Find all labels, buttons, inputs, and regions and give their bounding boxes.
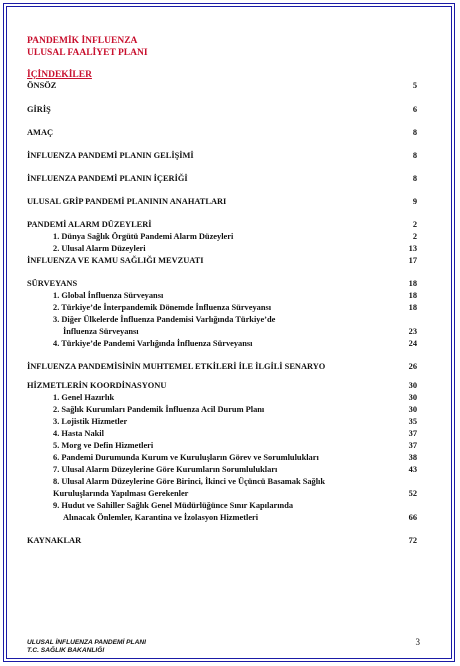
toc-entry-label: 2. Türkiye’de İnterpandemik Dönemde İnfluenza Sürveyansı (53, 303, 272, 312)
toc-entry[interactable] (27, 104, 417, 116)
toc-subentry[interactable] (53, 452, 417, 464)
toc-entry-page: 8 (412, 174, 417, 183)
toc-heading: İÇİNDEKİLER (27, 70, 92, 80)
toc-entry-page: 13 (408, 244, 417, 253)
toc-entry[interactable] (27, 127, 417, 139)
toc-entry[interactable] (27, 535, 417, 547)
toc-entry-page: 38 (408, 453, 417, 462)
toc-entry-page: 66 (408, 513, 417, 522)
toc-entry[interactable] (27, 196, 417, 208)
toc-entry-label: Alınacak Önlemler, Karantina ve İzolasyon Hizmetleri (63, 513, 259, 522)
toc-entry-page: 8 (412, 151, 417, 160)
toc-entry-page: 72 (408, 536, 417, 545)
toc-entry-label: 1. Dünya Sağlık Örgütü Pandemi Alarm Düzeyleri (53, 232, 234, 241)
toc-subentry[interactable] (53, 302, 417, 314)
toc-entry-label: 3. Lojistik Hizmetler (53, 417, 128, 426)
toc-entry-page: 30 (408, 381, 417, 390)
toc-entry-label: İNFLUENZA PANDEMİSİNİN MUHTEMEL ETKİLERİ İLE İLGİLİ SENARYO (27, 362, 326, 371)
toc-subentry[interactable] (53, 464, 417, 476)
toc-entry[interactable] (27, 219, 417, 231)
toc-entry[interactable] (27, 173, 417, 185)
toc-entry-label: 2. Ulusal Alarm Düzeyleri (53, 244, 146, 253)
toc-entry-page: 37 (408, 429, 417, 438)
toc-entry[interactable] (27, 361, 417, 373)
toc-entry[interactable] (27, 150, 417, 162)
document-title-line1: PANDEMİK İNFLUENZA (27, 36, 138, 46)
toc-entry-label: Kuruluşlarında Yapılması Gerekenler (53, 489, 189, 498)
toc-subentry[interactable] (53, 428, 417, 440)
toc-entry-label: KAYNAKLAR (27, 536, 82, 545)
toc-subentry[interactable] (53, 338, 417, 350)
toc-subentry[interactable] (53, 392, 417, 404)
toc-entry-page: 17 (408, 256, 417, 265)
toc-entry-label: 4. Hasta Nakil (53, 429, 104, 438)
toc-subentry[interactable] (53, 290, 417, 302)
toc-entry-page: 18 (408, 279, 417, 288)
toc-entry-label: 8. Ulusal Alarm Düzeylerine Göre Birinci, İkinci ve Üçüncü Basamak Sağlık (53, 477, 326, 486)
toc-entry-page: 30 (408, 393, 417, 402)
toc-entry-page: 52 (408, 489, 417, 498)
toc-entry-label: 5. Morg ve Defin Hizmetleri (53, 441, 154, 450)
toc-entry-label: 7. Ulusal Alarm Düzeylerine Göre Kurumların Sorumlulukları (53, 465, 278, 474)
toc-entry-page: 43 (408, 465, 417, 474)
toc-entry[interactable] (27, 255, 417, 267)
toc-entry-label: AMAÇ (27, 128, 54, 137)
document-title-line2: ULUSAL FAALİYET PLANI (27, 48, 148, 58)
toc-entry-page: 37 (408, 441, 417, 450)
toc-entry-page: 18 (408, 291, 417, 300)
toc-entry-label: ÖNSÖZ (27, 81, 57, 90)
toc-subentry[interactable] (53, 440, 417, 452)
toc-subentry-continuation[interactable] (63, 326, 417, 338)
toc-entry-label: PANDEMİ ALARM DÜZEYLERİ (27, 220, 152, 229)
toc-entry-page: 9 (412, 197, 417, 206)
toc-subentry[interactable] (53, 416, 417, 428)
toc-entry-label: SÜRVEYANS (27, 279, 78, 288)
toc-entry-label: HİZMETLERİN KOORDİNASYONU (27, 381, 167, 390)
footer-title-line2: T.C. SAĞLIK BAKANLIĞI (27, 647, 105, 654)
toc-subentry-continuation[interactable] (53, 488, 417, 500)
toc-entry-page: 18 (408, 303, 417, 312)
toc-subentry[interactable] (53, 243, 417, 255)
toc-entry-label: GİRİŞ (27, 105, 51, 114)
toc-entry-label: İnfluenza Sürveyansı (63, 327, 139, 336)
toc-entry-page: 2 (412, 232, 417, 241)
footer-title-line1: ULUSAL İNFLUENZA PANDEMİ PLANI (27, 639, 146, 646)
toc-entry-label: İNFLUENZA PANDEMİ PLANIN GELİŞİMİ (27, 151, 194, 160)
toc-entry-page: 26 (408, 362, 417, 371)
toc-entry-page: 2 (412, 220, 417, 229)
toc-entry-page: 24 (408, 339, 417, 348)
toc-entry-label: 2. Sağlık Kurumları Pandemik İnfluenza Acil Durum Planı (53, 405, 265, 414)
footer-page-number: 3 (415, 637, 420, 647)
toc-entry[interactable] (27, 380, 417, 392)
footer-title (27, 639, 146, 655)
toc-entry-page: 8 (412, 128, 417, 137)
toc-subentry[interactable] (53, 404, 417, 416)
toc-entry-label: 6. Pandemi Durumunda Kurum ve Kuruluşların Görev ve Sorumlulukları (53, 453, 319, 462)
toc-subentry[interactable] (53, 314, 417, 326)
toc-subentry[interactable] (53, 500, 417, 512)
toc-subentry[interactable] (53, 476, 417, 488)
toc-entry-label: 1. Global İnfluenza Sürveyansı (53, 291, 164, 300)
toc-subentry-continuation[interactable] (63, 512, 417, 524)
toc-entry-label: İNFLUENZA PANDEMİ PLANIN İÇERİĞİ (27, 174, 188, 183)
toc-subentry[interactable] (53, 231, 417, 243)
toc-entry-page: 30 (408, 405, 417, 414)
toc-entry-label: 3. Diğer Ülkelerde İnfluenza Pandemisi Varlığında Türkiye’de (53, 315, 276, 324)
toc-entry-page: 5 (412, 81, 417, 90)
toc-entry[interactable] (27, 278, 417, 290)
toc-entry-label: 4. Türkiye’de Pandemi Varlığında İnfluenza Sürveyansı (53, 339, 253, 348)
toc-entry-page: 23 (408, 327, 417, 336)
toc-entry-page: 6 (412, 105, 417, 114)
toc-entry-page: 35 (408, 417, 417, 426)
toc-entry-label: 1. Genel Hazırlık (53, 393, 115, 402)
toc-entry-label: ULUSAL GRİP PANDEMİ PLANININ ANAHATLARI (27, 197, 227, 206)
toc-entry-label: İNFLUENZA VE KAMU SAĞLIĞI MEVZUATI (27, 256, 204, 265)
toc-entry[interactable] (27, 80, 417, 92)
toc-entry-label: 9. Hudut ve Sahiller Sağlık Genel Müdürlüğünce Sınır Kapılarında (53, 501, 294, 510)
